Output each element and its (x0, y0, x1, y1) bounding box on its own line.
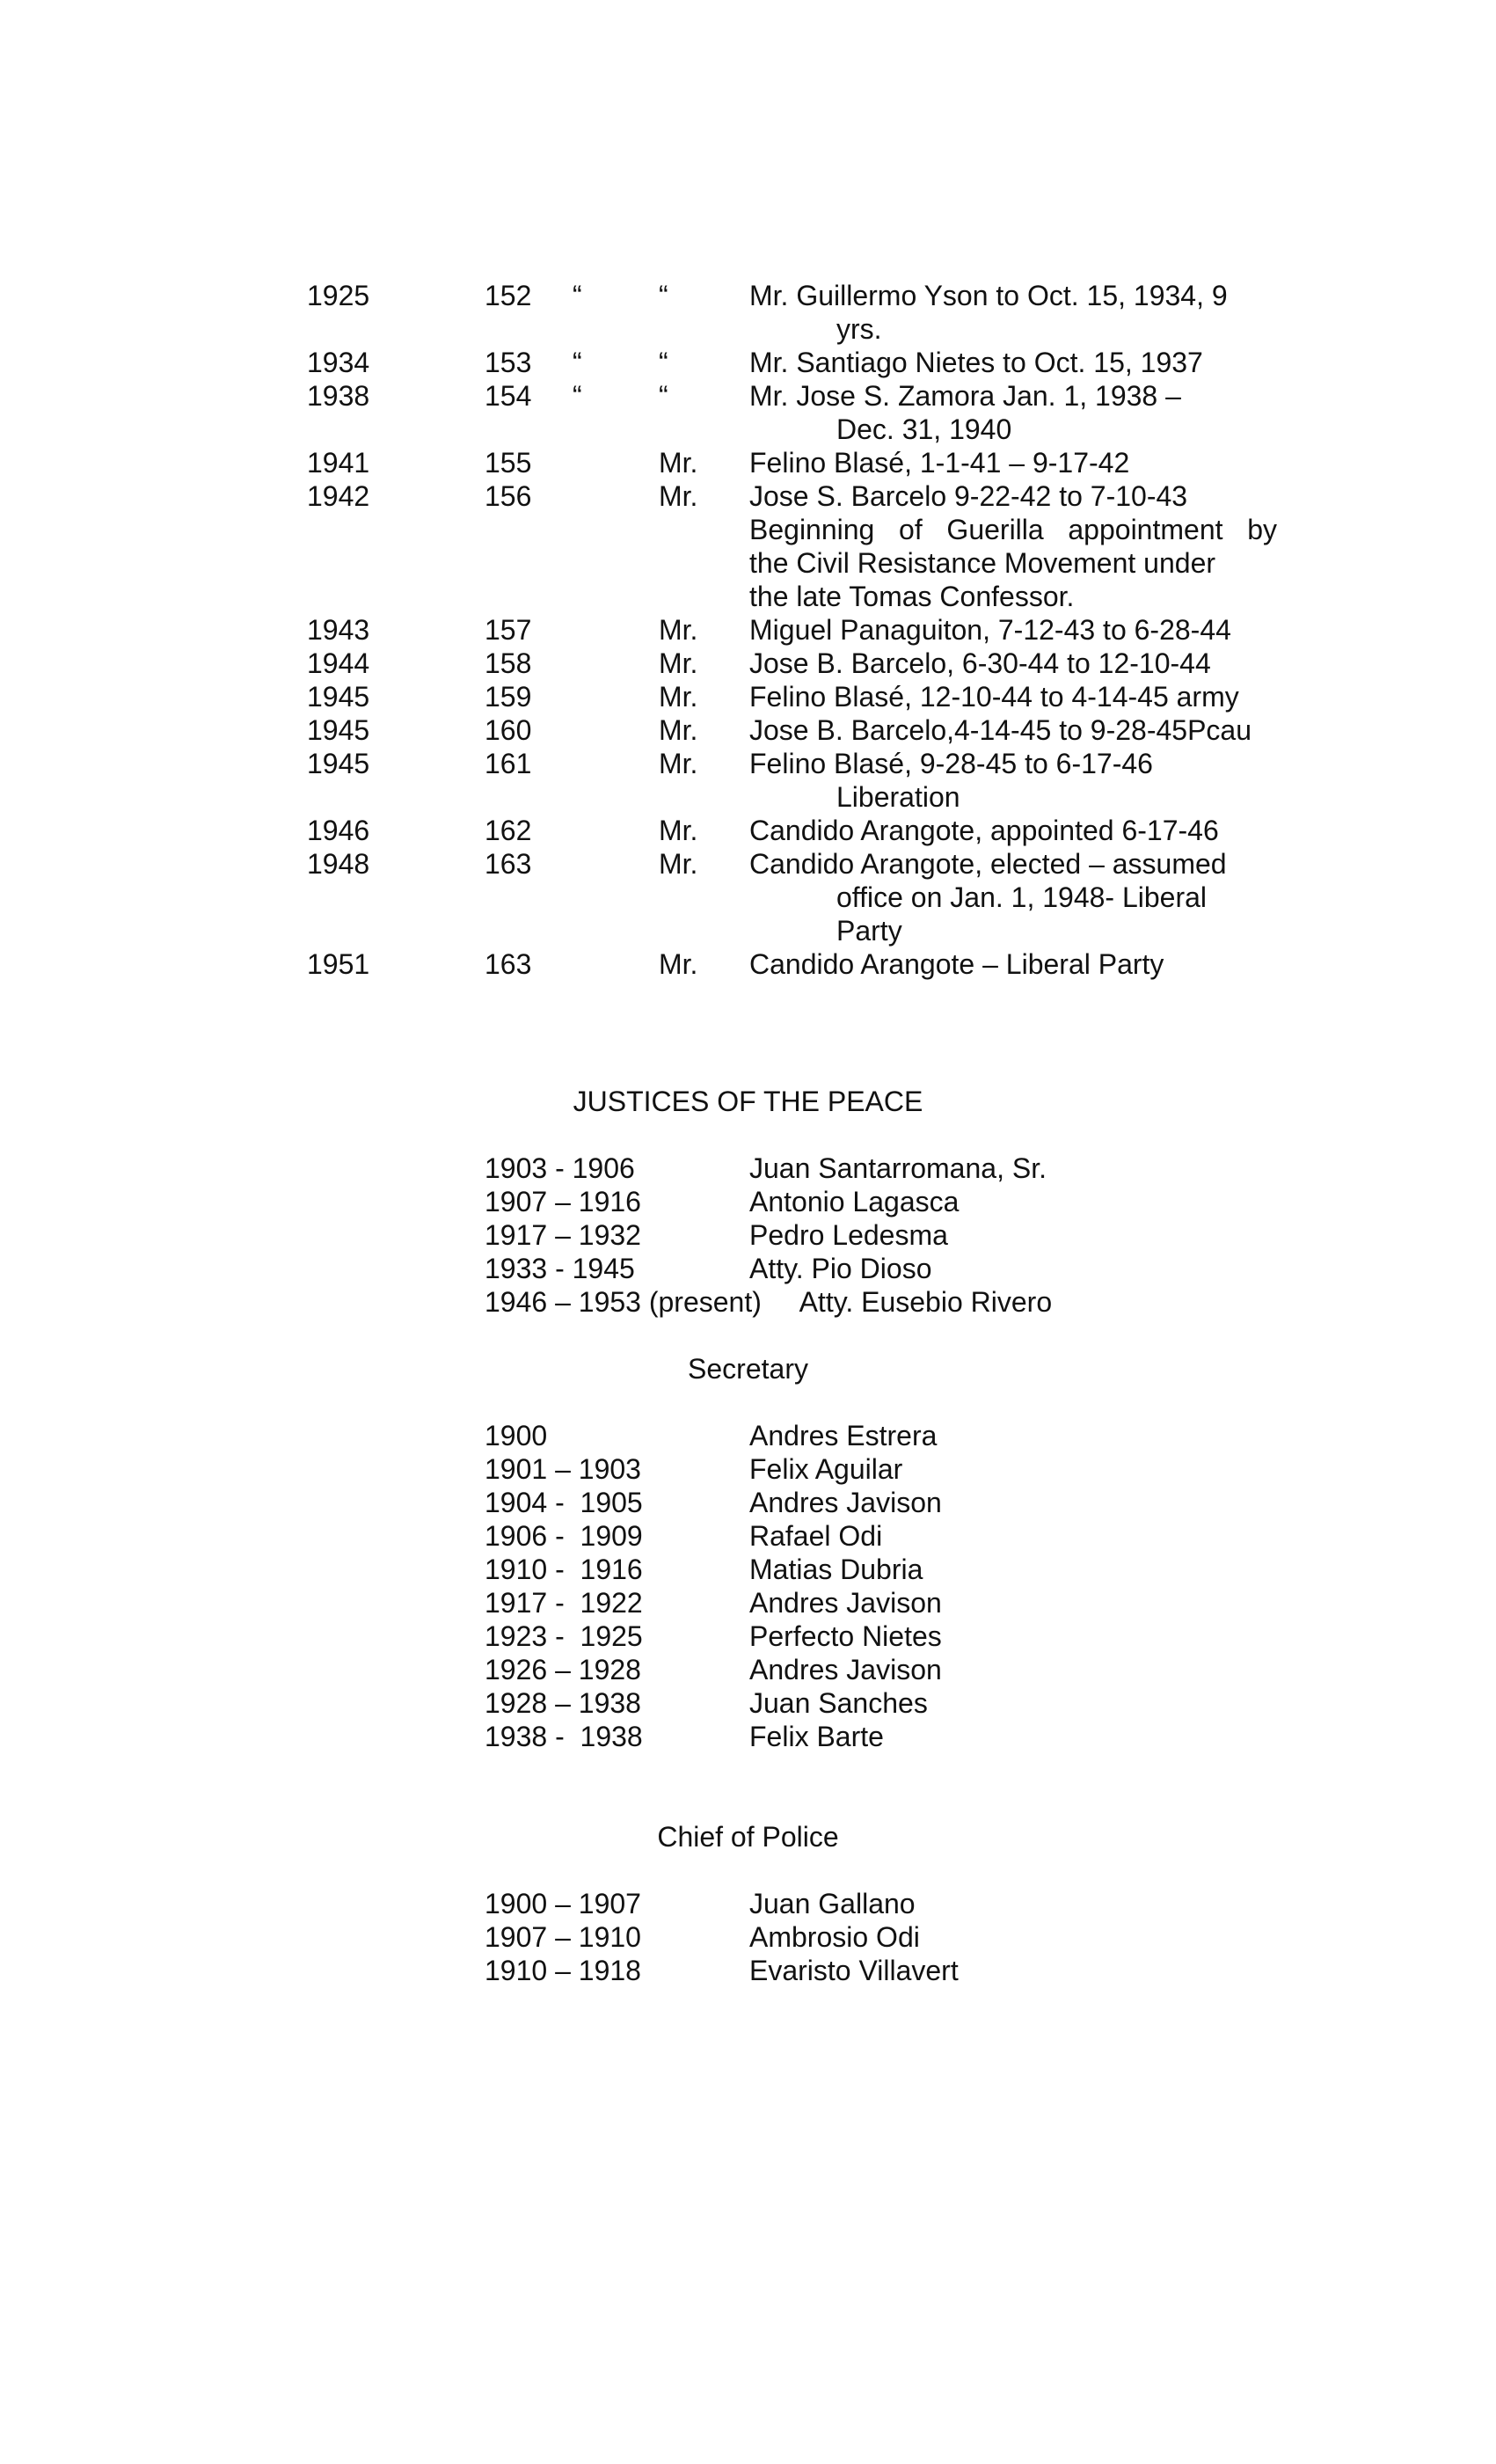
mayor-number: 163 (485, 948, 532, 980)
secretary-name: Andres Javison (749, 1587, 942, 1619)
mayor-year: 1934 (307, 347, 370, 378)
police-period: 1907 – 1910 (485, 1921, 641, 1953)
mayor-number: 157 (485, 614, 532, 646)
ditto-mark: “ (573, 280, 582, 311)
mayor-name-continued: office on Jan. 1, 1948- Liberal (836, 881, 1208, 913)
mayor-note: Beginning of Guerilla appointment by (749, 514, 1277, 545)
mayor-title: Mr. (659, 748, 698, 779)
mayor-name: Felino Blasé, 12-10-44 to 4-14-45 army (749, 681, 1239, 713)
mayor-name: Jose B. Barcelo,4-14-45 to 9-28-45Pcau (749, 714, 1252, 746)
mayor-year: 1941 (307, 447, 370, 479)
secretary-name: Felix Aguilar (749, 1453, 903, 1485)
mayor-name: Felino Blasé, 1-1-41 – 9-17-42 (749, 447, 1130, 479)
justices-heading: JUSTICES OF THE PEACE (573, 1086, 923, 1117)
mayor-number: 153 (485, 347, 532, 378)
mayor-title: Mr. (659, 614, 698, 646)
mayor-name-continued: Party (836, 915, 902, 947)
mayor-title: Mr. (659, 948, 698, 980)
mayor-title: Mr. (659, 815, 698, 846)
mayor-name: Mr. Jose S. Zamora Jan. 1, 1938 – (749, 380, 1181, 412)
mayor-year: 1943 (307, 614, 370, 646)
mayor-year: 1945 (307, 681, 370, 713)
justice-period: 1907 – 1916 (485, 1186, 641, 1217)
secretary-name: Rafael Odi (749, 1520, 883, 1552)
mayor-number: 154 (485, 380, 532, 412)
secretary-name: Perfecto Nietes (749, 1620, 942, 1652)
secretary-period: 1910 - 1916 (485, 1554, 643, 1585)
justice-period: 1917 – 1932 (485, 1219, 641, 1251)
secretary-heading: Secretary (688, 1353, 808, 1385)
mayor-year: 1944 (307, 647, 370, 679)
mayor-name: Mr. Santiago Nietes to Oct. 15, 1937 (749, 347, 1203, 378)
mayor-year: 1942 (307, 480, 370, 512)
mayor-number: 159 (485, 681, 532, 713)
secretary-period: 1917 - 1922 (485, 1587, 643, 1619)
mayor-name-continued: Dec. 31, 1940 (836, 413, 1012, 445)
police-period: 1910 – 1918 (485, 1955, 641, 1986)
secretary-name: Felix Barte (749, 1721, 884, 1752)
justice-period: 1903 - 1906 (485, 1152, 635, 1184)
secretary-name: Andres Javison (749, 1487, 942, 1518)
mayor-note: the late Tomas Confessor. (749, 581, 1075, 612)
mayor-name: Candido Arangote – Liberal Party (749, 948, 1164, 980)
secretary-name: Matias Dubria (749, 1554, 923, 1585)
mayor-name: Jose B. Barcelo, 6-30-44 to 12-10-44 (749, 647, 1211, 679)
justice-name: Antonio Lagasca (749, 1186, 960, 1217)
secretary-period: 1926 – 1928 (485, 1654, 641, 1685)
justice-period: 1933 - 1945 (485, 1253, 635, 1284)
justice-name: Juan Santarromana, Sr. (749, 1152, 1047, 1184)
mayor-year: 1946 (307, 815, 370, 846)
mayor-title: Mr. (659, 447, 698, 479)
secretary-name: Juan Sanches (749, 1687, 928, 1719)
police-name: Ambrosio Odi (749, 1921, 920, 1953)
mayor-title: Mr. (659, 714, 698, 746)
mayor-name: Candido Arangote, appointed 6-17-46 (749, 815, 1219, 846)
secretary-period: 1923 - 1925 (485, 1620, 643, 1652)
mayor-year: 1945 (307, 714, 370, 746)
mayor-name: Mr. Guillermo Yson to Oct. 15, 1934, 9 (749, 280, 1228, 311)
mayor-number: 163 (485, 848, 532, 880)
secretary-period: 1900 (485, 1420, 548, 1451)
secretary-period: 1904 - 1905 (485, 1487, 643, 1518)
police-period: 1900 – 1907 (485, 1888, 641, 1919)
mayor-number: 160 (485, 714, 532, 746)
secretary-name: Andres Estrera (749, 1420, 938, 1451)
secretary-period: 1928 – 1938 (485, 1687, 641, 1719)
justice-name: Pedro Ledesma (749, 1219, 948, 1251)
mayor-name: Candido Arangote, elected – assumed (749, 848, 1227, 880)
mayor-number: 162 (485, 815, 532, 846)
police-name: Juan Gallano (749, 1888, 916, 1919)
ditto-mark: “ (573, 347, 582, 378)
secretary-name: Andres Javison (749, 1654, 942, 1685)
mayor-year: 1925 (307, 280, 370, 311)
police-heading: Chief of Police (657, 1821, 839, 1853)
ditto-mark: “ (659, 280, 668, 311)
mayor-number: 158 (485, 647, 532, 679)
mayor-note: the Civil Resistance Movement under (749, 547, 1216, 579)
mayor-title: Mr. (659, 681, 698, 713)
ditto-mark: “ (659, 347, 668, 378)
mayor-year: 1945 (307, 748, 370, 779)
mayor-name: Felino Blasé, 9-28-45 to 6-17-46 (749, 748, 1153, 779)
mayor-title: Mr. (659, 480, 698, 512)
mayor-name-continued: Liberation (836, 781, 960, 813)
ditto-mark: “ (573, 380, 582, 412)
mayor-name-continued: yrs. (836, 313, 882, 345)
justice-name: Atty. Pio Dioso (749, 1253, 932, 1284)
mayor-title: Mr. (659, 647, 698, 679)
police-name: Evaristo Villavert (749, 1955, 959, 1986)
mayor-year: 1948 (307, 848, 370, 880)
mayor-number: 155 (485, 447, 532, 479)
mayor-name: Miguel Panaguiton, 7-12-43 to 6-28-44 (749, 614, 1231, 646)
mayor-number: 161 (485, 748, 532, 779)
secretary-period: 1901 – 1903 (485, 1453, 641, 1485)
mayor-title: Mr. (659, 848, 698, 880)
mayor-year: 1951 (307, 948, 370, 980)
justice-row-present: 1946 – 1953 (present) Atty. Eusebio Rivero (485, 1286, 1053, 1318)
secretary-period: 1906 - 1909 (485, 1520, 643, 1552)
mayor-name: Jose S. Barcelo 9-22-42 to 7-10-43 (749, 480, 1188, 512)
mayor-number: 156 (485, 480, 532, 512)
mayor-number: 152 (485, 280, 532, 311)
ditto-mark: “ (659, 380, 668, 412)
mayor-year: 1938 (307, 380, 370, 412)
secretary-period: 1938 - 1938 (485, 1721, 643, 1752)
